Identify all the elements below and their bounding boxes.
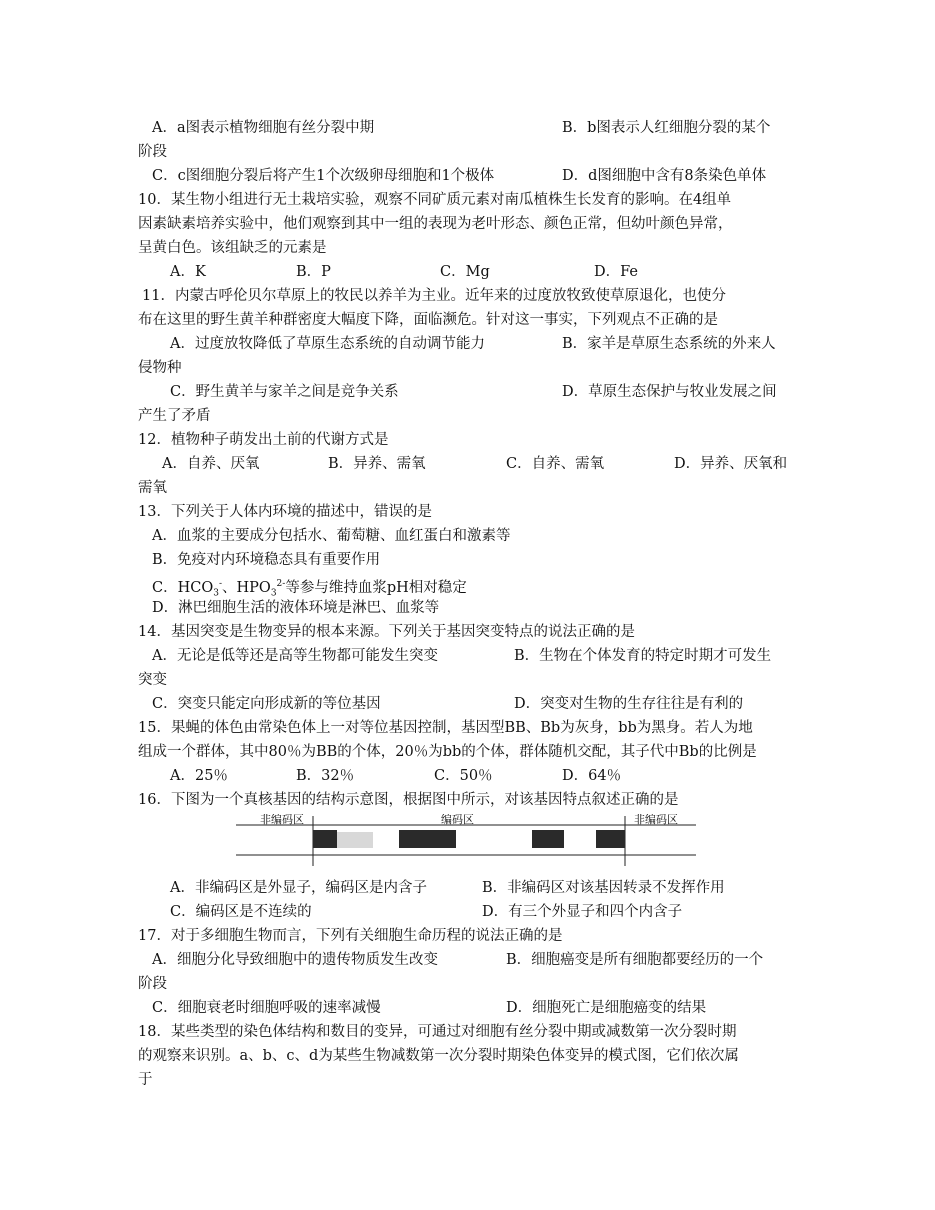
q16-stem: 16．下图为一个真核基因的结构示意图，根据图中所示，对该基因特点叙述正确的是 (138, 792, 679, 808)
q11-stem-line2 (138, 308, 798, 332)
q17-stem-line (138, 924, 798, 948)
q13-option-d-line (138, 596, 798, 620)
q13-option-c-line (138, 572, 798, 599)
q10-stem-line3 (138, 236, 798, 260)
q18-stem: 的观察来识别。a、b、c、d为某些生物减数第一次分裂时期染色体变异的模式图，它们依次属 (138, 1048, 739, 1064)
q17-options-row1 (138, 948, 798, 972)
q13-stem-line (138, 500, 798, 524)
q13-c-superscript: 2- (276, 579, 286, 589)
q12-options-cont (138, 476, 798, 500)
q14-options-row2 (138, 668, 798, 692)
q15-option-b: B．32％ (296, 768, 355, 784)
q10-option-d: D．Fe (594, 264, 638, 280)
q14-option-a: A．无论是低等还是高等生物都可能发生突变 (152, 648, 438, 664)
q13-c-text: 等参与维持血浆pH相对稳定 (285, 579, 467, 596)
q11-stem-line1 (138, 284, 798, 308)
q9-options-row2 (138, 140, 798, 164)
q12-option-d-cont: 需氧 (138, 480, 167, 496)
q17-options-row3 (138, 996, 798, 1020)
q11-option-a: A．过度放牧降低了草原生态系统的自动调节能力 (170, 336, 485, 352)
q11-stem: 11．内蒙古呼伦贝尔草原上的牧民以养羊为主业。近年来的过度放牧致使草原退化，也使分 (142, 288, 726, 304)
q16-option-d: D．有三个外显子和四个内含子 (482, 904, 683, 920)
q14-stem-line (138, 620, 798, 644)
diagram-label-right: 非编码区 (634, 814, 678, 826)
diagram-label-left: 非编码区 (260, 814, 304, 826)
q11-options-row1 (138, 332, 798, 356)
q11-options-row4 (138, 404, 798, 428)
q17-options-row2 (138, 972, 798, 996)
q16-option-c: C．编码区是不连续的 (170, 904, 312, 920)
q16-option-b: B．非编码区对该基因转录不发挥作用 (482, 880, 725, 896)
q15-options (138, 764, 798, 788)
q11-options-row2 (138, 356, 798, 380)
q18-stem: 于 (138, 1072, 153, 1088)
q15-option-c: C．50％ (434, 768, 493, 784)
q11-options-row3 (138, 380, 798, 404)
q15-stem: 15．果蝇的体色由常染色体上一对等位基因控制，基因型BB、Bb为灰身，bb为黑身。若人为地 (138, 720, 753, 736)
q11-option-d-cont: 产生了矛盾 (138, 408, 211, 424)
q13-c-subscript: 3 (270, 588, 277, 599)
gene-structure-diagram (138, 812, 798, 872)
q17-option-a: A．细胞分化导致细胞中的遗传物质发生改变 (152, 952, 438, 968)
q14-option-d: D．突变对生物的生存往往是有利的 (514, 696, 744, 712)
q10-stem: 呈黄白色。该组缺乏的元素是 (138, 240, 327, 256)
q17-option-b: B．细胞癌变是所有细胞都要经历的一个 (506, 952, 764, 968)
q16-option-a: A．非编码区是外显子，编码区是内含子 (170, 880, 427, 896)
q15-option-a: A．25％ (170, 768, 228, 784)
q10-option-b: B．P (296, 264, 331, 280)
q18-stem-line3 (138, 1068, 798, 1092)
q9-options-row3 (138, 164, 798, 188)
q9-option-a: A．a图表示植物细胞有丝分裂中期 (152, 120, 375, 136)
q13-option-a: A．血浆的主要成分包括水、葡萄糖、血红蛋白和激素等 (152, 528, 511, 544)
q9-options-row1 (138, 116, 798, 140)
q15-stem-line2 (138, 740, 798, 764)
q11-option-d: D．草原生态保护与牧业发展之间 (562, 384, 777, 400)
q12-stem-line (138, 428, 798, 452)
q17-option-d: D．细胞死亡是细胞癌变的结果 (506, 1000, 707, 1016)
q11-stem: 布在这里的野生黄羊种群密度大幅度下降，面临濒危。针对这一事实，下列观点不正确的是 (138, 312, 718, 328)
q15-option-d: D．64％ (562, 768, 622, 784)
q9-option-b-cont: 阶段 (138, 144, 167, 160)
q9-option-b: B．b图表示人红细胞分裂的某个 (562, 120, 771, 136)
q12-option-d: D．异养、厌氧和 (674, 456, 788, 472)
q17-option-b-cont: 阶段 (138, 976, 167, 992)
q13-option-d: D．淋巴细胞生活的液体环境是淋巴、血浆等 (152, 600, 440, 616)
q12-option-c: C．自养、需氧 (506, 456, 605, 472)
q11-option-b-cont: 侵物种 (138, 360, 182, 376)
q10-option-a: A．K (170, 264, 206, 280)
q10-stem: 10．某生物小组进行无土栽培实验，观察不同矿质元素对南瓜植株生长发育的影响。在4组单 (138, 192, 732, 208)
q13-c-subscript: 3 (213, 588, 219, 599)
exon-block (532, 830, 564, 848)
q12-option-a: A．自养、厌氧 (162, 456, 260, 472)
q13-c-superscript: - (218, 579, 223, 589)
q17-option-c: C．细胞衰老时细胞呼吸的速率减慢 (152, 1000, 381, 1016)
q12-options (138, 452, 798, 476)
q11-option-c: C．野生黄羊与家羊之间是竞争关系 (170, 384, 399, 400)
q13-option-b-line (138, 548, 798, 572)
q10-stem-line2 (138, 212, 798, 236)
q18-stem-line2 (138, 1044, 798, 1068)
diagram-label-center: 编码区 (441, 814, 474, 826)
q10-options (138, 260, 798, 284)
q13-option-a-line (138, 524, 798, 548)
q16-options-row2 (138, 900, 798, 924)
q14-options-row1 (138, 644, 798, 668)
q11-option-b: B．家羊是草原生态系统的外来人 (562, 336, 776, 352)
exon-block (596, 830, 625, 848)
q9-option-c: C．c图细胞分裂后将产生1个次级卵母细胞和1个极体 (152, 168, 495, 184)
q14-stem: 14．基因突变是生物变异的根本来源。下列关于基因突变特点的说法正确的是 (138, 624, 635, 640)
q14-option-b-cont: 突变 (138, 672, 167, 688)
q16-options-row1 (138, 876, 798, 900)
q12-option-b: B．异养、需氧 (328, 456, 426, 472)
q13-c-text: C．HCO (152, 579, 214, 596)
intron-shading (337, 832, 373, 848)
q15-stem-line1 (138, 716, 798, 740)
q14-option-b: B．生物在个体发育的特定时期才可发生 (514, 648, 772, 664)
q15-stem: 组成一个群体，其中80％为BB的个体，20％为bb的个体，群体随机交配，其子代中Bb的比例是 (138, 744, 757, 760)
q13-stem: 13．下列关于人体内环境的描述中，错误的是 (138, 504, 432, 520)
q10-option-c: C．Mg (440, 264, 490, 280)
q18-stem: 18．某些类型的染色体结构和数目的变异，可通过对细胞有丝分裂中期或减数第一次分裂时期 (138, 1024, 737, 1040)
q16-stem-line (138, 788, 798, 812)
q14-options-row3 (138, 692, 798, 716)
q9-option-d: D．d图细胞中含有8条染色单体 (562, 168, 767, 184)
q14-option-c: C．突变只能定向形成新的等位基因 (152, 696, 381, 712)
q13-option-b: B．免疫对内环境稳态具有重要作用 (152, 552, 381, 568)
q17-stem: 17．对于多细胞生物而言，下列有关细胞生命历程的说法正确的是 (138, 928, 563, 944)
exam-page (138, 116, 798, 1092)
q13-c-text: 、HPO (222, 579, 271, 596)
q10-stem: 因素缺素培养实验中，他们观察到其中一组的表现为老叶形态、颜色正常，但幼叶颜色异常， (138, 216, 733, 232)
q18-stem-line1 (138, 1020, 798, 1044)
exon-block (313, 830, 337, 848)
exon-block (399, 830, 456, 848)
gene-structure-svg (234, 814, 698, 868)
q12-stem: 12．植物种子萌发出土前的代谢方式是 (138, 432, 389, 448)
q10-stem-line1 (138, 188, 798, 212)
